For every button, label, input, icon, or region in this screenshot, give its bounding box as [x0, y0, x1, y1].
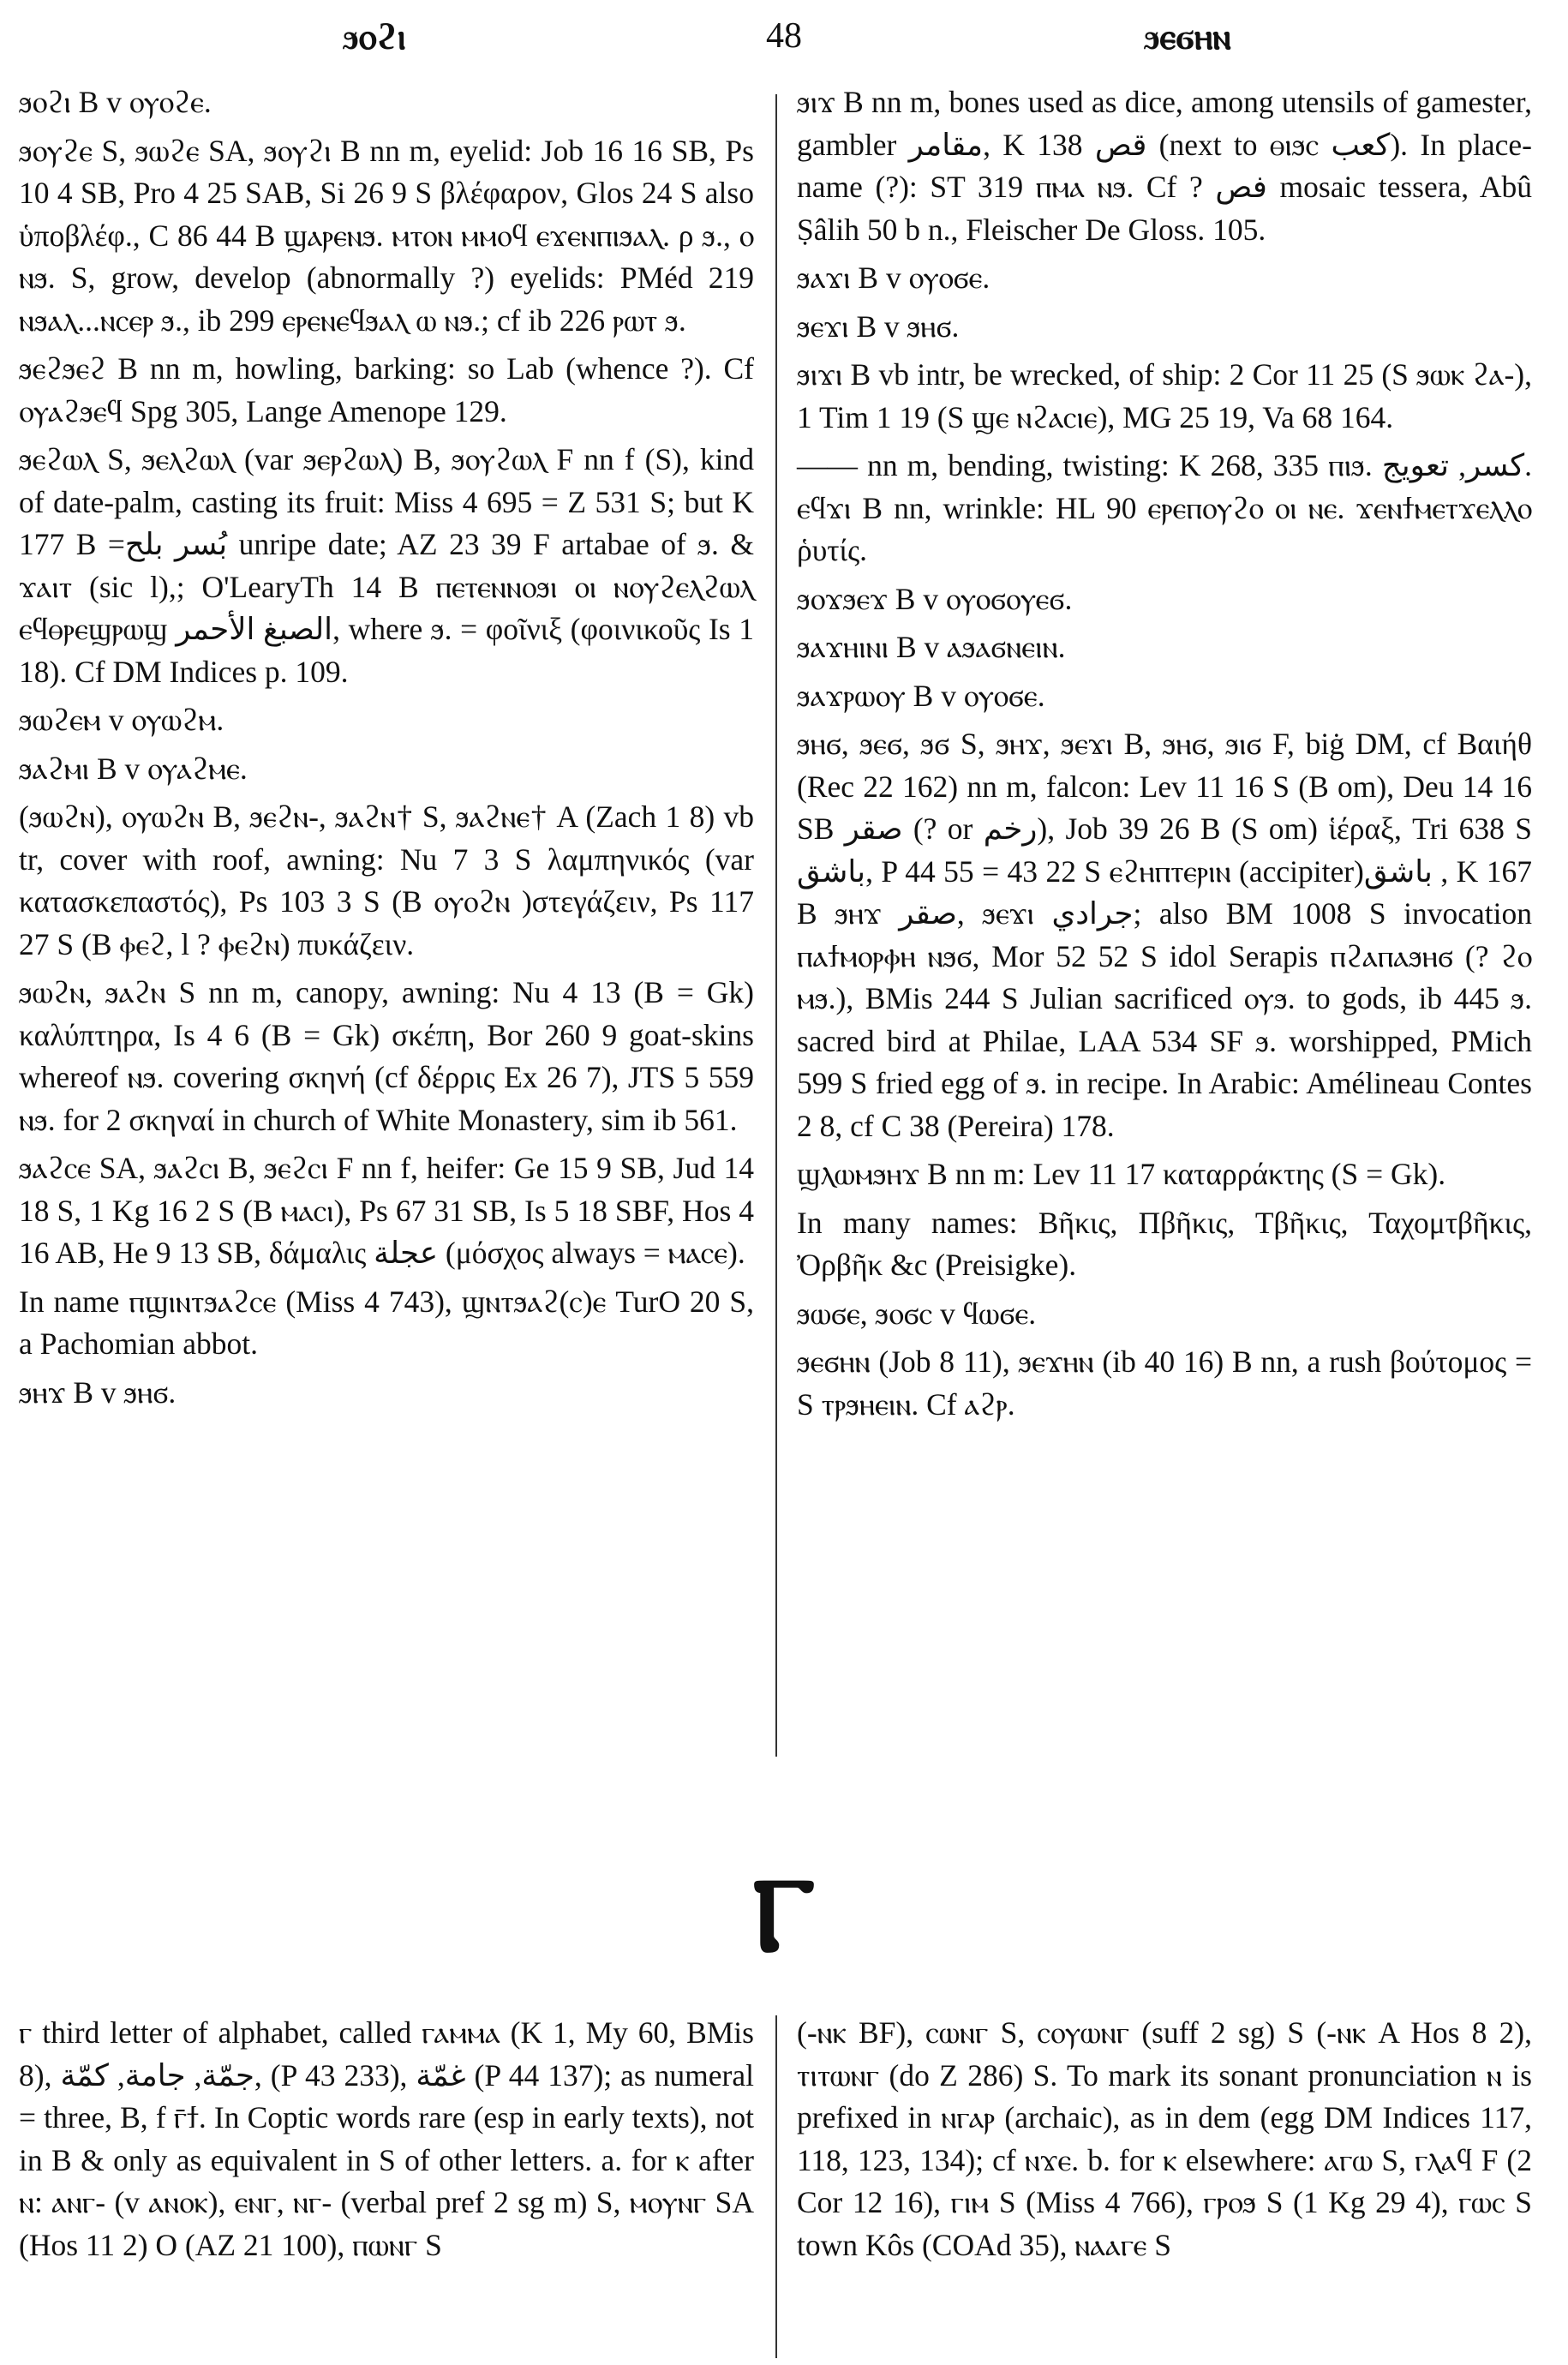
entry: ϧⲟϫϧⲉϫ B v ⲟⲩⲟϭⲟⲩⲉϭ.	[797, 581, 1073, 616]
header-right-headword: ϧⲉϭⲏⲛ	[1144, 15, 1231, 57]
entry: ϧⲁϫⲏⲓⲛⲓ B v ⲁϧⲁϭⲛⲉⲓⲛ.	[797, 630, 1066, 664]
section-letter-gamma: Ⲅ	[752, 1854, 816, 1975]
left-column	[19, 81, 754, 1420]
entry: ϧⲉϩϧⲉϩ B nn m, howling, barking: so Lab (whence ?). Cf ⲟⲩⲁϩϧⲉϥ Spg 305, Lange Amenope 129.	[19, 351, 754, 428]
entry: ϧⲉϩⲱⲗ S, ϧⲉⲗϩⲱⲗ (var ϧⲉⲣϩⲱⲗ) B, ϧⲟⲩϩⲱⲗ F nn f (S), kind of date-palm, casting its fruit: Miss 4 695 = Z 531 S; but K 177 B =بُسر بلح unripe date; AZ 23 39 F artabae of ϧ. & ϫⲁⲓⲧ (sic l),; O'LearyTh 14 B ⲡⲉⲧⲉⲛⲛⲟϧⲓ ⲟⲓ ⲛⲟⲩϩⲉⲗϩⲱⲗ ⲉϥⲑⲣⲉϣⲣⲱϣ الصبغ الأحمر, where ϧ. = φοῖνιξ (φοινικοῦς Is 1 18). Cf DM Indices p. 109.	[19, 442, 754, 689]
entry: —— nn m, bending, twisting: K 268, 335 ⲡⲓϧ. كسر, تعويج. ⲉϥϫⲓ B nn, wrinkle: HL 90 ⲉⲣⲉⲡⲟⲩϩⲟ ⲟⲓ ⲛⲉ. ϫⲉⲛϯⲙⲉⲧϫⲉⲗⲗⲟ ῥυτίς.	[797, 448, 1532, 567]
entry: ϧⲉϭⲏⲛ (Job 8 11), ϧⲉϫⲏⲛ (ib 40 16) B nn, a rush βούτομος = S ⲧⲣϧⲏⲉⲓⲛ. Cf ⲁϩⲣ.	[797, 1344, 1532, 1422]
entry: ⲅ third letter of alphabet, called ⲅⲁⲙⲙⲁ (K 1, My 60, BMis 8), جمّة, جامة, كمّة, (P 43 233), غمّة (P 44 137); as numeral = three, B, f ⲅ̄ϯ. In Coptic words rare (esp in early texts), not in B & only as equivalent in S of other letters. a. for ⲕ after ⲛ: ⲁⲛⲅ- (v ⲁⲛⲟⲕ), ⲉⲛⲅ, ⲛⲅ- (verbal pref 2 sg m) S, ⲙⲟⲩⲛⲅ SA (Hos 11 2) O (AZ 21 100), ⲡⲱⲛⲅ S	[19, 2015, 754, 2262]
entry: ϧⲏϭ, ϧⲉϭ, ϧϭ S, ϧⲏϫ, ϧⲉϫⲓ B, ϧⲏϭ, ϧⲓϭ F, biġ DM, cf Βαιήθ (Rec 22 162) nn m, falcon: Lev 11 16 S (B om), Deu 14 16 SB صقر (? or رخم), Job 39 26 B (S om) ἱέραξ, Tri 638 S باشق, P 44 55 = 43 22 S ⲉϩⲏⲡⲧⲉⲣⲓⲛ (accipiter)باشق , K 167 B ϧⲏϫ صقر, ϧⲉϫⲓ جرادي; also BM 1008 S invocation ⲡⲁϯⲙⲟⲣⲫⲏ ⲛϧϭ, Mor 52 52 S idol Serapis ⲡϩⲁⲡⲁϧⲏϭ (? ϩⲟ ⲙϧ.), BMis 244 S Julian sacrificed ⲟⲩϧ. to gods, ib 445 ϧ. sacred bird at Philae, LAA 534 SF ϧ. worshipped, PMich 599 S fried egg of ϧ. in recipe. In Arabic: Amélineau Contes 2 8, cf C 38 (Pereira) 178.	[797, 727, 1533, 1143]
entry: ϣⲗⲱⲙϧⲏϫ B nn m: Lev 11 17 καταρράκτης (S = Gk).	[797, 1157, 1446, 1191]
lower-left-column	[19, 2012, 754, 2272]
entry: (-ⲛⲕ BF), ⲥⲱⲛⲅ S, ⲥⲟⲩⲱⲛⲅ (suff 2 sg) S (-ⲛⲕ A Hos 8 2), ⲧⲓⲧⲱⲛⲅ (do Z 286) S. To mark its sonant pronunciation ⲛ is prefixed in ⲛⲅⲁⲣ (archaic), as in dem (egg DM Indices 117, 118, 123, 134); cf ⲛϫⲉ. b. for ⲕ elsewhere: ⲁⲅⲱ S, ⲅⲗⲁϥ F (2 Cor 12 16), ⲅⲓⲙ S (Miss 4 766), ⲅⲣⲟϧ S (1 Kg 29 4), ⲅⲱⲥ S town Kôs (COAd 35), ⲛⲁⲁⲅⲉ S	[797, 2015, 1532, 2262]
entry: ϧⲁϩⲥⲉ SA, ϧⲁϩⲥⲓ B, ϧⲉϩⲥⲓ F nn f, heifer: Ge 15 9 SB, Jud 14 18 S, 1 Kg 16 2 S (B ⲙⲁⲥⲓ), Ps 67 31 SB, Is 5 18 SBF, Hos 4 16 AB, He 9 13 SB, δάμαλις عجلة (μόσχος always = ⲙⲁⲥⲉ).	[19, 1151, 754, 1270]
entry: In name ⲡϣⲓⲛⲧϧⲁϩⲥⲉ (Miss 4 743), ϣⲛⲧϧⲁϩ(ⲥ)ⲉ TurO 20 S, a Pachomian abbot.	[19, 1284, 754, 1361]
entry: ϧⲱϩⲛ, ϧⲁϩⲛ S nn m, canopy, awning: Nu 4 13 (B = Gk) καλύπτηρα, Is 4 6 (B = Gk) σκέπη, Bor 260 9 goat-skins whereof ⲛϧ. covering σκηνή (cf δέρρις Ex 26 7), JTS 5 559 ⲛϧ. for 2 σκηναί in church of White Monastery, sim ib 561.	[19, 975, 754, 1137]
lower-right-column	[797, 2012, 1532, 2272]
page-header	[0, 9, 1568, 60]
entry: ϧⲁϩⲙⲓ B v ⲟⲩⲁϩⲙⲉ.	[19, 751, 248, 786]
entry: ϧⲟⲩϩⲉ S, ϧⲱϩⲉ SA, ϧⲟⲩϩⲓ B nn m, eyelid: Job 16 16 SB, Ps 10 4 SB, Pro 4 25 SAB, Si 26 9 S βλέφαρον, Glos 24 S also ὑποβλέφ., C 86 44 B ϣⲁⲣⲉⲛϧ. ⲙⲧⲟⲛ ⲙⲙⲟϥ ⲉϫⲉⲛⲡⲓϧⲁⲗ. ρ ϧ., ⲟ ⲛϧ. S, grow, develop (abnormally ?) eyelids: PMéd 219 ⲛϧⲁⲗ...ⲛⲥⲉⲣ ϧ., ib 299 ⲉⲣⲉⲛⲉϥϧⲁⲗ ⲱ ⲛϧ.; cf ib 226 ⲣⲱⲧ ϧ.	[19, 133, 754, 338]
entry: ϧⲏϫ B v ϧⲏϭ.	[19, 1374, 177, 1410]
entry: ϧⲁϫⲓ B v ⲟⲩⲟϭⲉ.	[797, 260, 990, 295]
entry: ϧⲓϫⲓ B vb intr, be wrecked, of ship: 2 Cor 11 25 (S ϧⲱⲕ ϩⲁ-), 1 Tim 1 19 (S ϣⲉ ⲛϩⲁⲥⲓⲉ), MG 25 19, Va 68 164.	[797, 357, 1532, 434]
entry: ϧⲁϫⲣⲱⲟⲩ B v ⲟⲩⲟϭⲉ.	[797, 678, 1045, 713]
entry: ϧⲉϫⲓ B v ϧⲏϭ.	[797, 308, 960, 344]
entry: In many names: Βῆκις, Πβῆκις, Τβῆκις, Ταχομτβῆκις, Ὀρβῆκ &c (Preisigke).	[797, 1205, 1532, 1282]
right-column	[797, 81, 1532, 1432]
column-divider-top	[775, 94, 777, 1757]
entry: ϧⲱϩⲉⲙ v ⲟⲩⲱϩⲙ.	[19, 703, 224, 737]
column-divider-bottom	[775, 2015, 777, 2358]
header-left-headword: ϧⲟϩⲓ	[343, 15, 406, 57]
entry: ϧⲱϭⲉ, ϧⲟϭⲥ v ϥⲱϭⲉ.	[797, 1296, 1037, 1331]
entry: ϧⲓϫ B nn m, bones used as dice, among utensils of gamester, gambler مقامر, K 138 قص (next to ⲑⲓϧⲥ كعب). In place-name (?): ST 319 ⲡⲙⲁ ⲛϧ. Cf ? فص mosaic tessera, Abû Ṣâlih 50 b n., Fleischer De Gloss. 105.	[797, 85, 1533, 247]
page-number: 48	[766, 16, 802, 56]
entry: ϧⲟϩⲓ B v ⲟⲩⲟϩⲉ.	[19, 85, 212, 119]
entry: (ϧⲱϩⲛ), ⲟⲩⲱϩⲛ B, ϧⲉϩⲛ-, ϧⲁϩⲛ† S, ϧⲁϩⲛⲉ† A (Zach 1 8) vb tr, cover with roof, awning: Nu 7 3 S λαμπηνικός (var κατασκεπαστός), Ps 103 3 S (B ⲟⲩⲟϩⲛ )στεγάζειν, Ps 117 27 S (B ⲫⲉϩ, l ? ⲫⲉϩⲛ) πυκάζειν.	[19, 799, 754, 961]
